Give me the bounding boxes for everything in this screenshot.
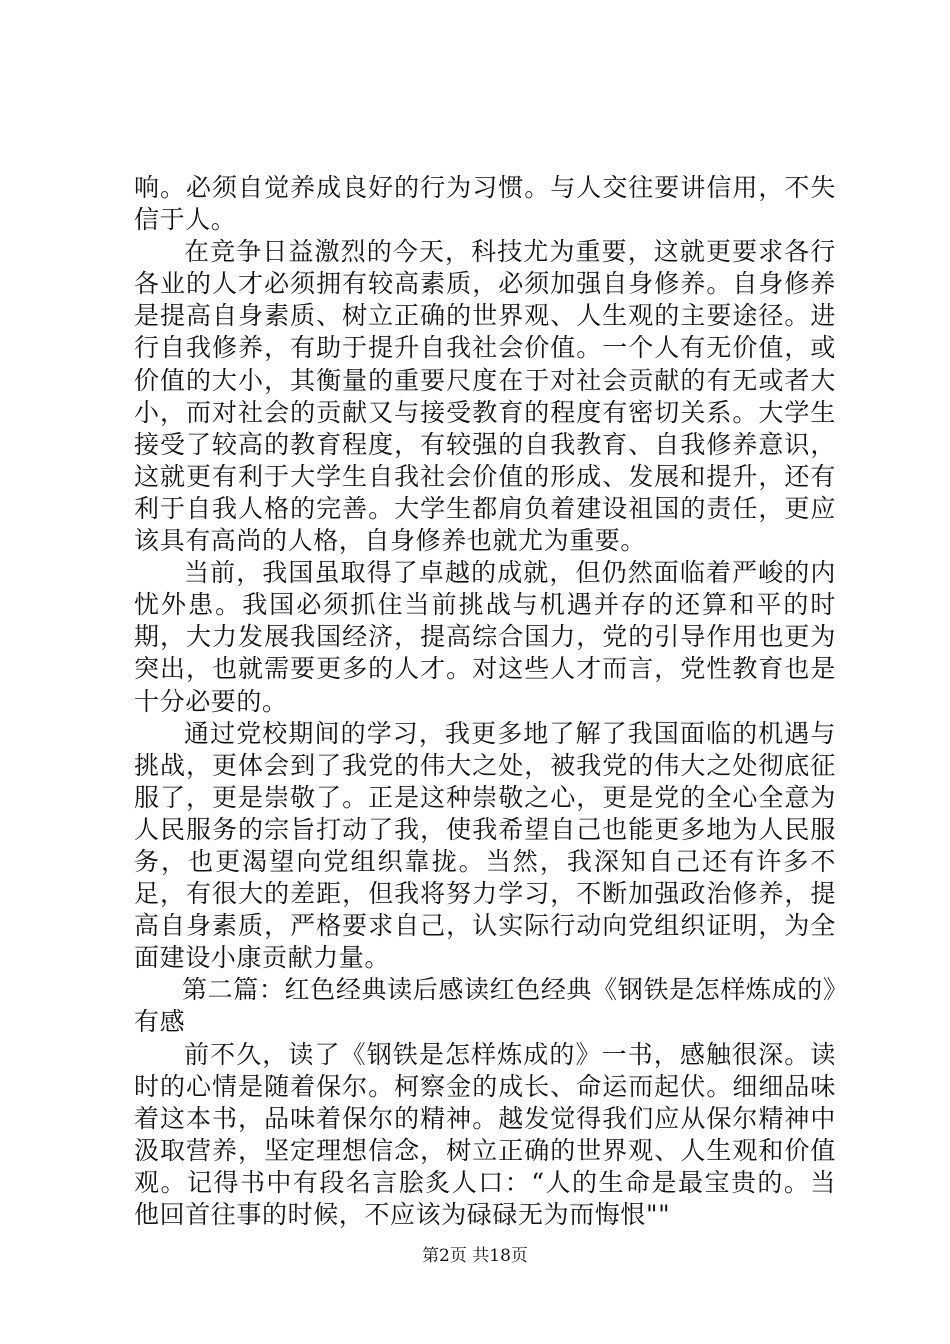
page-number: 第2页 共18页 bbox=[422, 1246, 528, 1266]
section-heading: 第二篇：红色经典读后感读红色经典《钢铁是怎样炼成的》有感 bbox=[134, 975, 836, 1037]
paragraph-book-review: 前不久，读了《钢铁是怎样炼成的》一书，感触很深。读时的心情是随着保尔。柯察金的成长、命运而起伏。细细品味着这本书，品味着保尔的精神。越发觉得我们应从保尔精神中汲取营养，坚定理想信念，树立正确的世界观、人生观和价值观。记得书中有段名言脍炙人口：“人的生命是最宝贵的。当他回首往事的时候，不应该为碌碌无为而悔恨"" bbox=[134, 1039, 836, 1229]
document-body bbox=[134, 172, 836, 1231]
paragraph-party-school-study: 通过党校期间的学习，我更多地了解了我国面临的机遇与挑战，更体会到了我党的伟大之处，被我党的伟大之处彻底征服了，更是崇敬了。正是这种崇敬之心，更是党的全心全意为人民服务的宗旨打动了我，使我希望自己也能更多地为人民服务，也更渴望向党组织靠拢。当然，我深知自己还有许多不足，有很大的差距，但我将努力学习，不断加强政治修养，提高自身素质，严格要求自己，认实际行动向党组织证明，为全面建设小康贡献力量。 bbox=[134, 718, 836, 973]
paragraph-continued: 响。必须自觉养成良好的行为习惯。与人交往要讲信用，不失信于人。 bbox=[134, 173, 836, 235]
paragraph-current-situation: 当前，我国虽取得了卓越的成就，但仍然面临着严峻的内忧外患。我国必须抓住当前挑战与机遇并存的还算和平的时期，大力发展我国经济，提高综合国力，党的引导作用也更为突出，也就需要更多的人才。对这些人才而言，党性教育也是十分必要的。 bbox=[134, 558, 836, 716]
paragraph-self-cultivation: 在竞争日益激烈的今天，科技尤为重要，这就更要求各行各业的人才必须拥有较高素质，必须加强自身修养。自身修养是提高自身素质、树立正确的世界观、人生观的主要途径。进行自我修养，有助于提升自我社会价值。一个人有无价值，或价值的大小，其衡量的重要尺度在于对社会贡献的有无或者大小，而对社会的贡献又与接受教育的程度有密切关系。大学生接受了较高的教育程度，有较强的自我教育、自我修养意识，这就更有利于大学生自我社会价值的形成、发展和提升，还有利于自我人格的完善。大学生都肩负着建设祖国的责任，更应该具有高尚的人格，自身修养也就尤为重要。 bbox=[134, 237, 836, 556]
